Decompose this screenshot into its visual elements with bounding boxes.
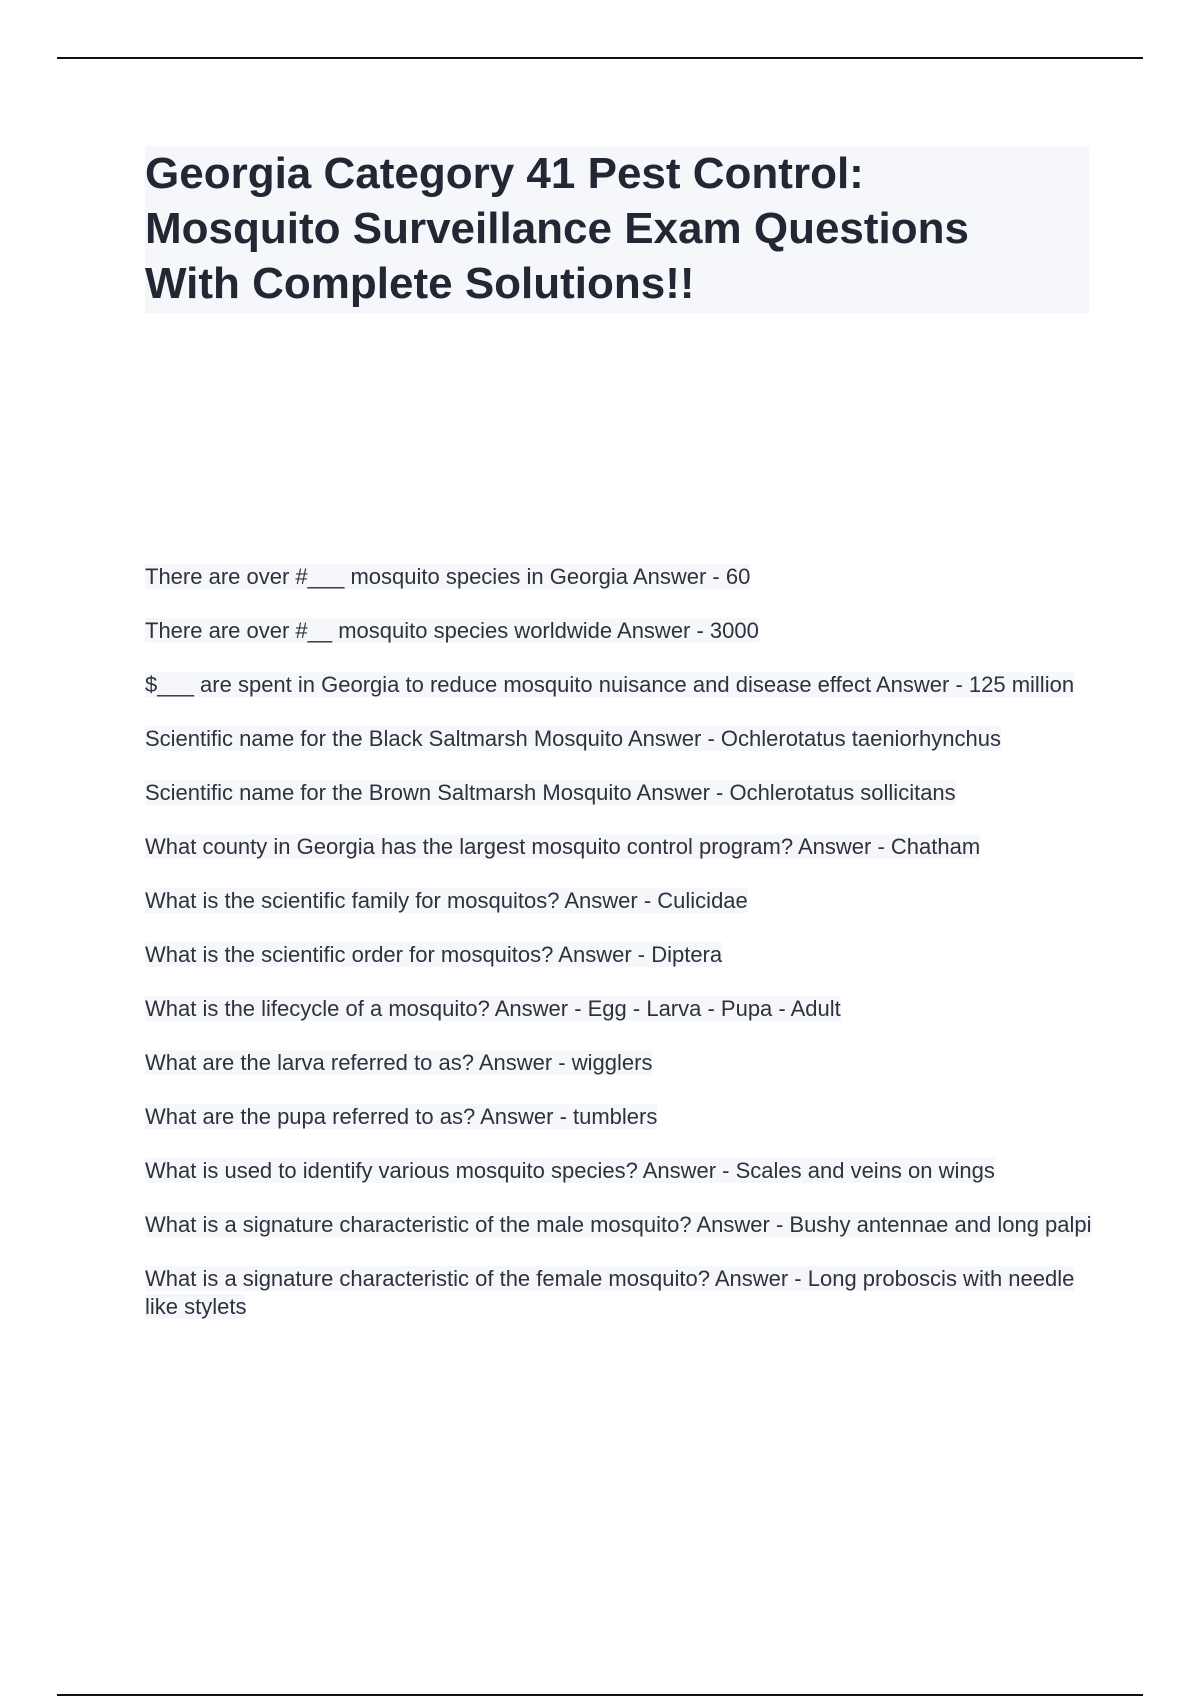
title-line: Mosquito Surveillance Exam Questions [145,204,969,253]
qa-item [145,725,1095,753]
qa-item [145,1211,1095,1239]
qa-item [145,1265,1095,1321]
qa-item [145,671,1095,699]
qa-item [145,617,1095,645]
title-line: With Complete Solutions!! [145,259,695,308]
qa-item [145,1103,1095,1131]
qa-text: What is a signature characteristic of the male mosquito? Answer - Bushy antennae and long palpi [145,1212,1092,1237]
document-title [145,146,1089,311]
title-block [145,146,1089,313]
qa-text: What is the scientific family for mosquitos? Answer - Culicidae [145,888,748,913]
qa-list [145,563,1095,1347]
qa-item [145,1157,1095,1185]
qa-item [145,941,1095,969]
qa-text: What is the lifecycle of a mosquito? Answer - Egg - Larva - Pupa - Adult [145,996,841,1021]
qa-text: What county in Georgia has the largest mosquito control program? Answer - Chatham [145,834,981,859]
qa-item [145,779,1095,807]
qa-item [145,833,1095,861]
qa-text: There are over #___ mosquito species in Georgia Answer - 60 [145,564,751,589]
top-rule [57,57,1143,59]
qa-item [145,887,1095,915]
qa-text: What is a signature characteristic of the female mosquito? Answer - Long proboscis with needle like stylets [145,1266,1075,1319]
title-line: Georgia Category 41 Pest Control: [145,149,864,198]
qa-text: What are the larva referred to as? Answer - wigglers [145,1050,653,1075]
qa-item [145,1049,1095,1077]
qa-text: There are over #__ mosquito species worldwide Answer - 3000 [145,618,759,643]
qa-text: What are the pupa referred to as? Answer - tumblers [145,1104,658,1129]
bottom-rule [57,1694,1143,1696]
qa-text: $___ are spent in Georgia to reduce mosquito nuisance and disease effect Answer - 125 million [145,672,1075,697]
qa-text: What is used to identify various mosquito species? Answer - Scales and veins on wings [145,1158,995,1183]
qa-item [145,995,1095,1023]
qa-text: Scientific name for the Black Saltmarsh Mosquito Answer - Ochlerotatus taeniorhynchus [145,726,1001,751]
qa-text: What is the scientific order for mosquitos? Answer - Diptera [145,942,723,967]
qa-item [145,563,1095,591]
qa-text: Scientific name for the Brown Saltmarsh Mosquito Answer - Ochlerotatus sollicitans [145,780,956,805]
